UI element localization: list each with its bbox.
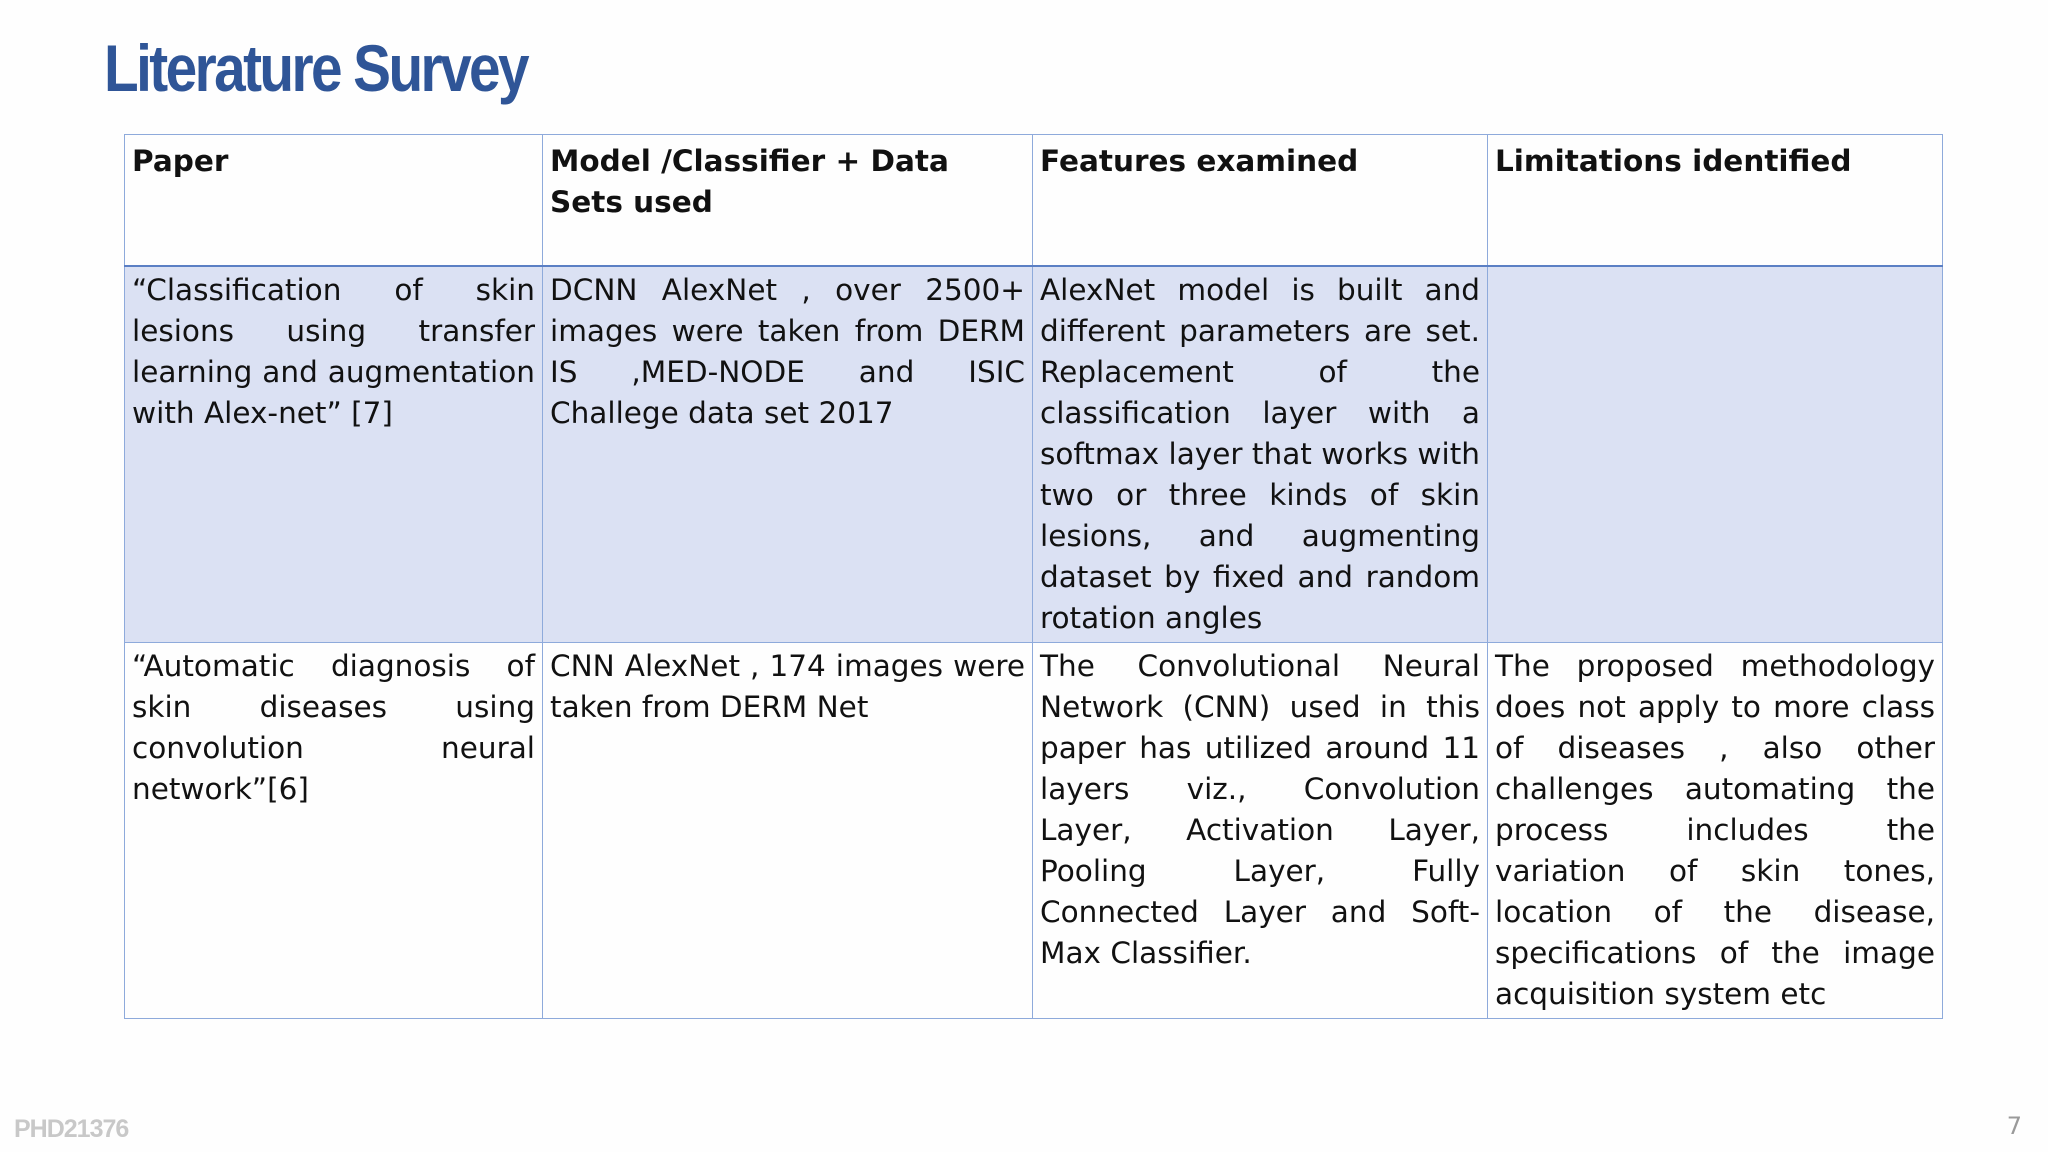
header-features-examined: Features examined <box>1033 135 1488 267</box>
cell-limitations <box>1488 266 1943 643</box>
literature-survey-table <box>124 134 1943 1019</box>
cell-model: CNN AlexNet , 174 images were taken from DERM Net <box>543 643 1033 1019</box>
header-paper: Paper <box>125 135 543 267</box>
table-row <box>125 266 1943 643</box>
table-row <box>125 643 1943 1019</box>
slide-title: Literature Survey <box>104 31 528 105</box>
table-header-row <box>125 135 1943 267</box>
cell-paper: “Classification of skin lesions using transfer learning and augmentation with Alex-net” [7] <box>125 266 543 643</box>
header-limitations-identified: Limitations identified <box>1488 135 1943 267</box>
cell-model: DCNN AlexNet , over 2500+ images were taken from DERM IS ,MED-NODE and ISIC Challege data set 2017 <box>543 266 1033 643</box>
cell-features: The Convolutional Neural Network (CNN) used in this paper has utilized around 11 layers viz., Convolution Layer, Activation Layer, Pooling Layer, Fully Connected Layer and Soft-Max Classifier. <box>1033 643 1488 1019</box>
page-number: 7 <box>2006 1112 2022 1140</box>
cell-features: AlexNet model is built and different parameters are set. Replacement of the classification layer with a softmax layer that works with two or three kinds of skin lesions, and augmenting dataset by fixed and random rotation angles <box>1033 266 1488 643</box>
footer-id-label: PHD21376 <box>14 1115 129 1143</box>
cell-paper: “Automatic diagnosis of skin diseases using convolution neural network”[6] <box>125 643 543 1019</box>
cell-limitations: The proposed methodology does not apply to more class of diseases , also other challenges automating the process includes the variation of skin tones, location of the disease, specifications of the image acquisition system etc <box>1488 643 1943 1019</box>
header-model-datasets: Model /Classifier + Data Sets used <box>543 135 1033 267</box>
